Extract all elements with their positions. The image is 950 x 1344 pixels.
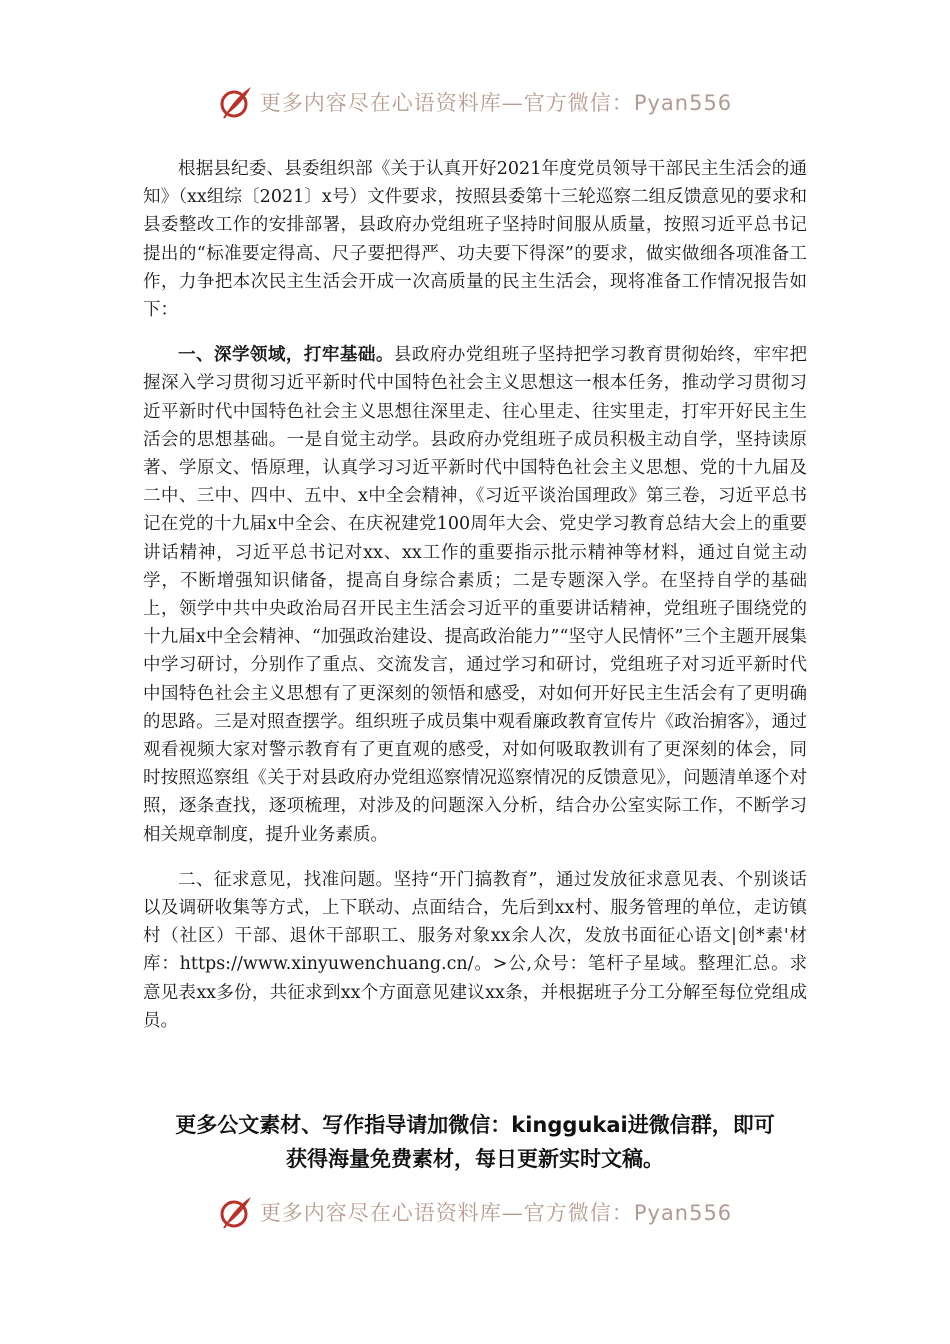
quill-pen-logo-icon [218,1194,254,1230]
section-1-text: 县政府办党组班子坚持把学习教育贯彻始终，牢牢把握深入学习贯彻习近平新时代中国特色社会主义思想这一根本任务，推动学习贯彻习近平新时代中国特色社会主义思想往深里走、往心里走、往实里走，打牢开好民主生活会的思想基础。一是自觉主动学。县政府办党组班子成员积极主动自学，坚持读原著、学原文、悟原理，认真学习习近平新时代中国特色社会主义思想、党的十九届及二中、三中、四中、五中、x中全会精神，《习近平谈治国理政》第三卷，习近平总书记在党的十九届x中全会、在庆祝建党100周年大会、党史学习教育总结大会上的重要讲话精神，习近平总书记对xx、xx工作的重要指示批示精神等材料，通过自觉主动学，不断增强知识储备，提高自身综合素质；二是专题深入学。在坚持自学的基础上，领学中共中央政治局召开民主生活会习近平的重要讲话精神，党组班子围绕党的十九届x中全会精神、“加强政治建设、提高政治能力”“坚守人民情怀”三个主题开展集中学习研讨，分别作了重点、交流发言，通过学习和研讨，党组班子对习近平新时代中国特色社会主义思想有了更深刻的领悟和感受，对如何开好民主生活会有了更明确的思路。三是对照查摆学。组织班子成员集中观看廉政教育宣传片《政治掮客》，通过观看视频大家对警示教育有了更直观的感受，对如何吸取教训有了更深刻的体会，同时按照巡察组《关于对县政府办党组巡察情况巡察情况的反馈意见》，问题清单逐个对照，逐条查找，逐项梳理，对涉及的问题深入分析，结合办公室实际工作，不断学习相关规章制度，提升业务素质。 [143,345,808,845]
footer-banner-text [260,1197,732,1227]
header-banner-wechat: Pyan556 [633,91,733,115]
section-1-heading: 一、深学领域，打牢基础。 [178,345,394,366]
header-watermark-banner [0,80,950,124]
intro-paragraph: 根据县纪委、县委组织部《关于认真开好2021年度党员领导干部民主生活会的通知》（xx组综〔2021〕x号）文件要求，按照县委第十三轮巡察二组反馈意见的要求和县委整改工作的安排部署，县政府办党组班子坚持时间服从质量，按照习近平总书记提出的“标准要定得高、尺子要把得严、功夫要下得深”的要求，做实做细各项准备工作，力争把本次民主生活会开成一次高质量的民主生活会，现将准备工作情况报告如下： [143,159,807,321]
promo-line-1: 更多公文素材、写作指导请加微信：kinggukai进微信群，即可 [175,1113,775,1137]
section-1-paragraph [143,341,807,849]
document-body [143,155,807,1052]
footer-watermark-banner [0,1190,950,1234]
header-banner-text [260,87,732,117]
section-2-paragraph: 二、征求意见，找准问题。坚持“开门搞教育”，通过发放征求意见表、个别谈话以及调研收集等方式，上下联动、点面结合，先后到xx村、服务管理的单位，走访镇村（社区）干部、退休干部职工、服务对象xx余人次，发放书面征心语文|创*素'材库：https://www.xinyuwenchuang.cn/。>公,众号：笔杆子星域。整理汇总。求意见表xx多份，共征求到xx个方面意见建议xx条，并根据班子分工分解至每位党组成员。 [143,869,807,1031]
footer-banner-wechat: Pyan556 [633,1201,733,1225]
promo-notice [100,1108,850,1176]
footer-banner-label: 更多内容尽在心语资料库—官方微信： [259,1201,634,1225]
promo-line-2: 获得海量免费素材，每日更新实时文稿。 [286,1147,664,1171]
quill-pen-logo-icon [218,84,254,120]
header-banner-label: 更多内容尽在心语资料库—官方微信： [259,91,634,115]
